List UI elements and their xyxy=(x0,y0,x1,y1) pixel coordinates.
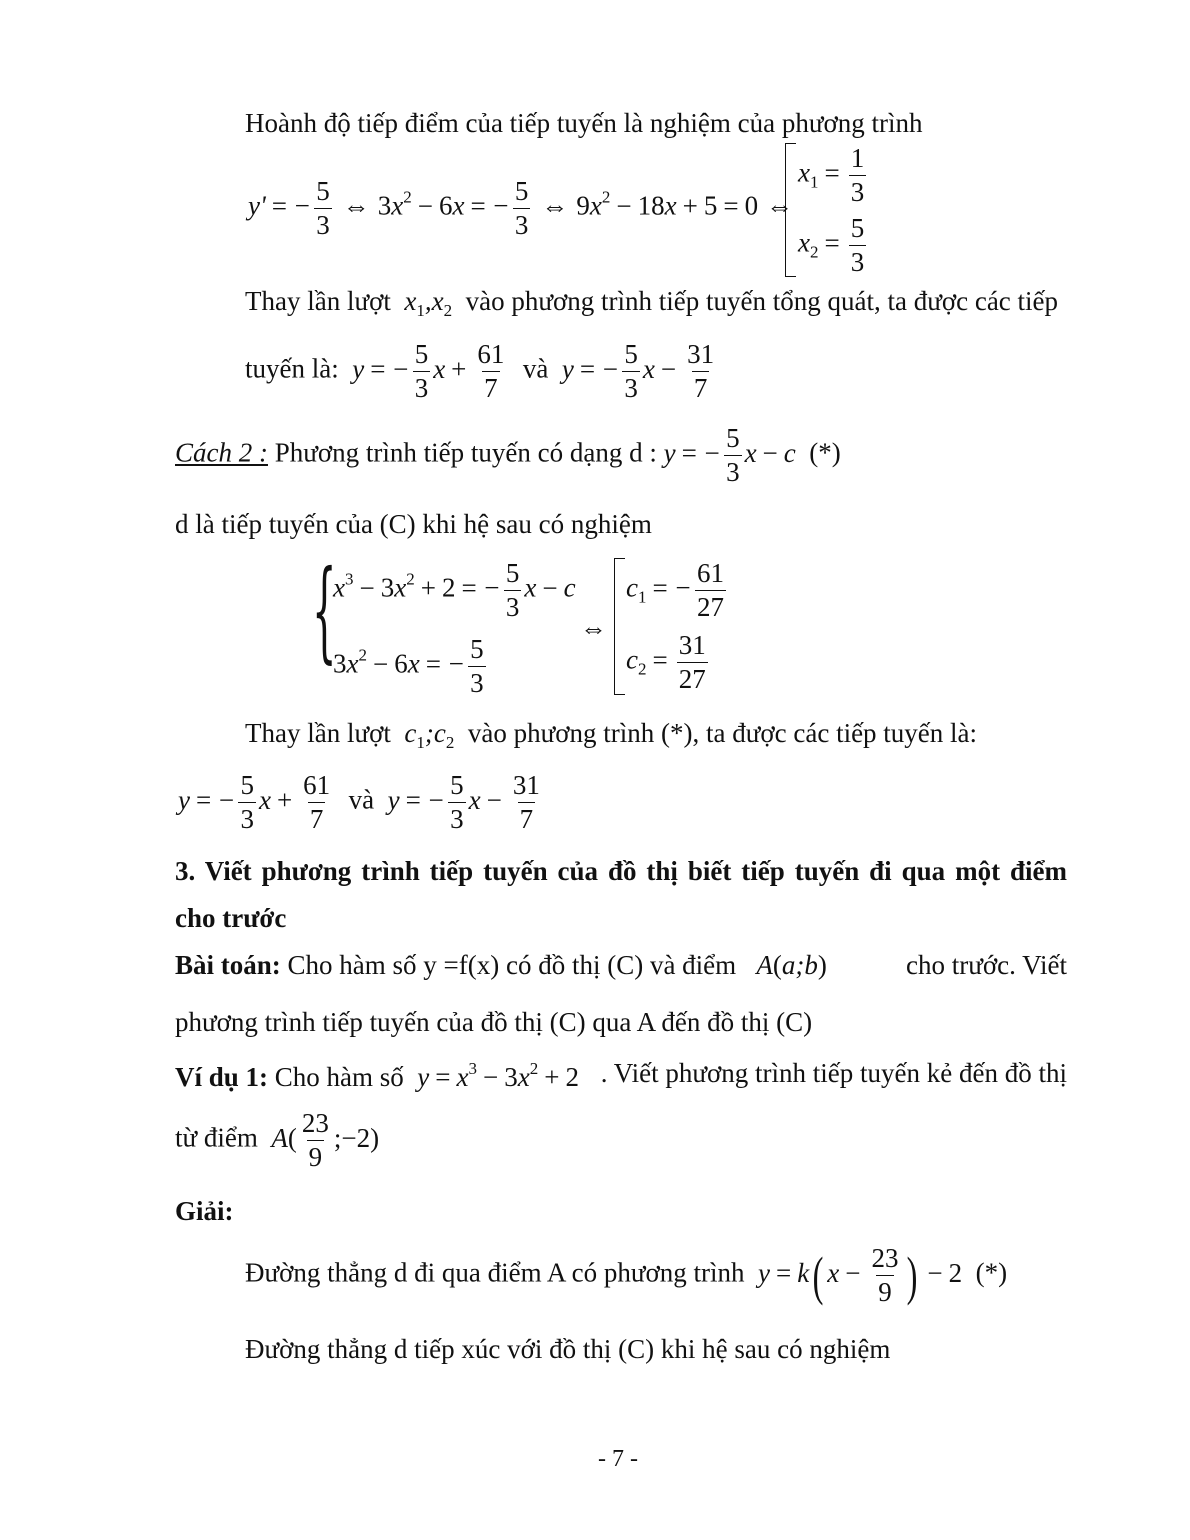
text-line-thay-c: Thay lần lượt $c_1;c_2$ vào phương trình (*), ta được các tiếp tuyến là: xyxy=(245,718,978,752)
system-eq-2: $3x^2 - 6x$ = − $\frac{5}{3}$ xyxy=(333,634,484,698)
text-line-1: Hoành độ tiếp điểm của tiếp tuyến là nghiệm của phương trình xyxy=(245,108,923,138)
line-through-a: Đường thẳng d đi qua điểm A có phương trình y = k( x − $\frac{23}{9}$ ) − 2 (*) xyxy=(245,1243,1008,1307)
solution-x1: $x_1$ = $\frac{1}{3}$ xyxy=(798,143,865,207)
section-3-heading-line-2: cho trước xyxy=(175,903,287,933)
problem-line-2: phương trình tiếp tuyến của đồ thị (C) qua A đến đồ thị (C) xyxy=(175,1007,813,1037)
tangent-result-1: tuyến là: y = − $\frac{5}{3}$ x + $\frac{61}{7}$ và y = − $\frac{5}{3}$ x − $\frac{31}{7}$ xyxy=(245,339,715,403)
section-3-heading-line-1: 3. Viết phương trình tiếp tuyến của đồ thị biết tiếp tuyến đi qua một điểm xyxy=(175,856,1067,886)
equivalence-symbol: ⇔ xyxy=(580,613,607,643)
problem-line-1: Bài toán: Cho hàm số y =f(x) có đồ thị (C) và điểm A(a;b) cho trước. Viết xyxy=(175,950,1067,980)
c-solution-bracket xyxy=(614,558,625,695)
solution-x2: $x_2$ = $\frac{5}{3}$ xyxy=(798,213,865,277)
system-brace: { xyxy=(312,546,337,674)
text-line-thay: Thay lần lượt $x_1,x_2$ vào phương trình tiếp tuyến tổng quát, ta được các tiếp xyxy=(245,286,1059,320)
solution-c2: $c_2$ = $\frac{31}{27}$ xyxy=(626,630,706,694)
example-1-point-line: từ điểm A( $\frac{23}{9}$ ;−2) xyxy=(175,1108,380,1172)
tangency-condition-line: Đường thẳng d tiếp xúc với đồ thị (C) khi hệ sau có nghiệm xyxy=(245,1334,891,1364)
text-line-d-la: d là tiếp tuyến của (C) khi hệ sau có nghiệm xyxy=(175,509,652,539)
tangent-result-2: y = − $\frac{5}{3}$ x + $\frac{61}{7}$ và y = − $\frac{5}{3}$ x − $\frac{31}{7}$ xyxy=(178,770,540,834)
example-1-line: Ví dụ 1: Cho hàm số $y = x^3 - 3x^2 + 2$ . Viết phương trình tiếp tuyến kẻ đến đồ thị xyxy=(175,1058,1067,1092)
solution-c1: $c_1$ = − $\frac{61}{27}$ xyxy=(626,558,724,622)
solution-heading: Giải: xyxy=(175,1196,234,1226)
method-2-line: Cách 2 : Phương trình tiếp tuyến có dạng d : y = − $\frac{5}{3}$ x − c (*) xyxy=(175,423,841,487)
system-eq-1: $x^3 - 3x^2 + 2$ = − $\frac{5}{3}$ x − c xyxy=(333,558,576,622)
equation-derivative: y' = − $\frac{5}{3}$ ⇔ $3x^2 - 6x$ = − $\frac{5}{3}$ ⇔ $9x^2 - 18x + 5 = 0$ ⇔ xyxy=(248,176,794,240)
solution-bracket xyxy=(785,143,796,277)
page-number: - 7 - xyxy=(598,1446,638,1472)
